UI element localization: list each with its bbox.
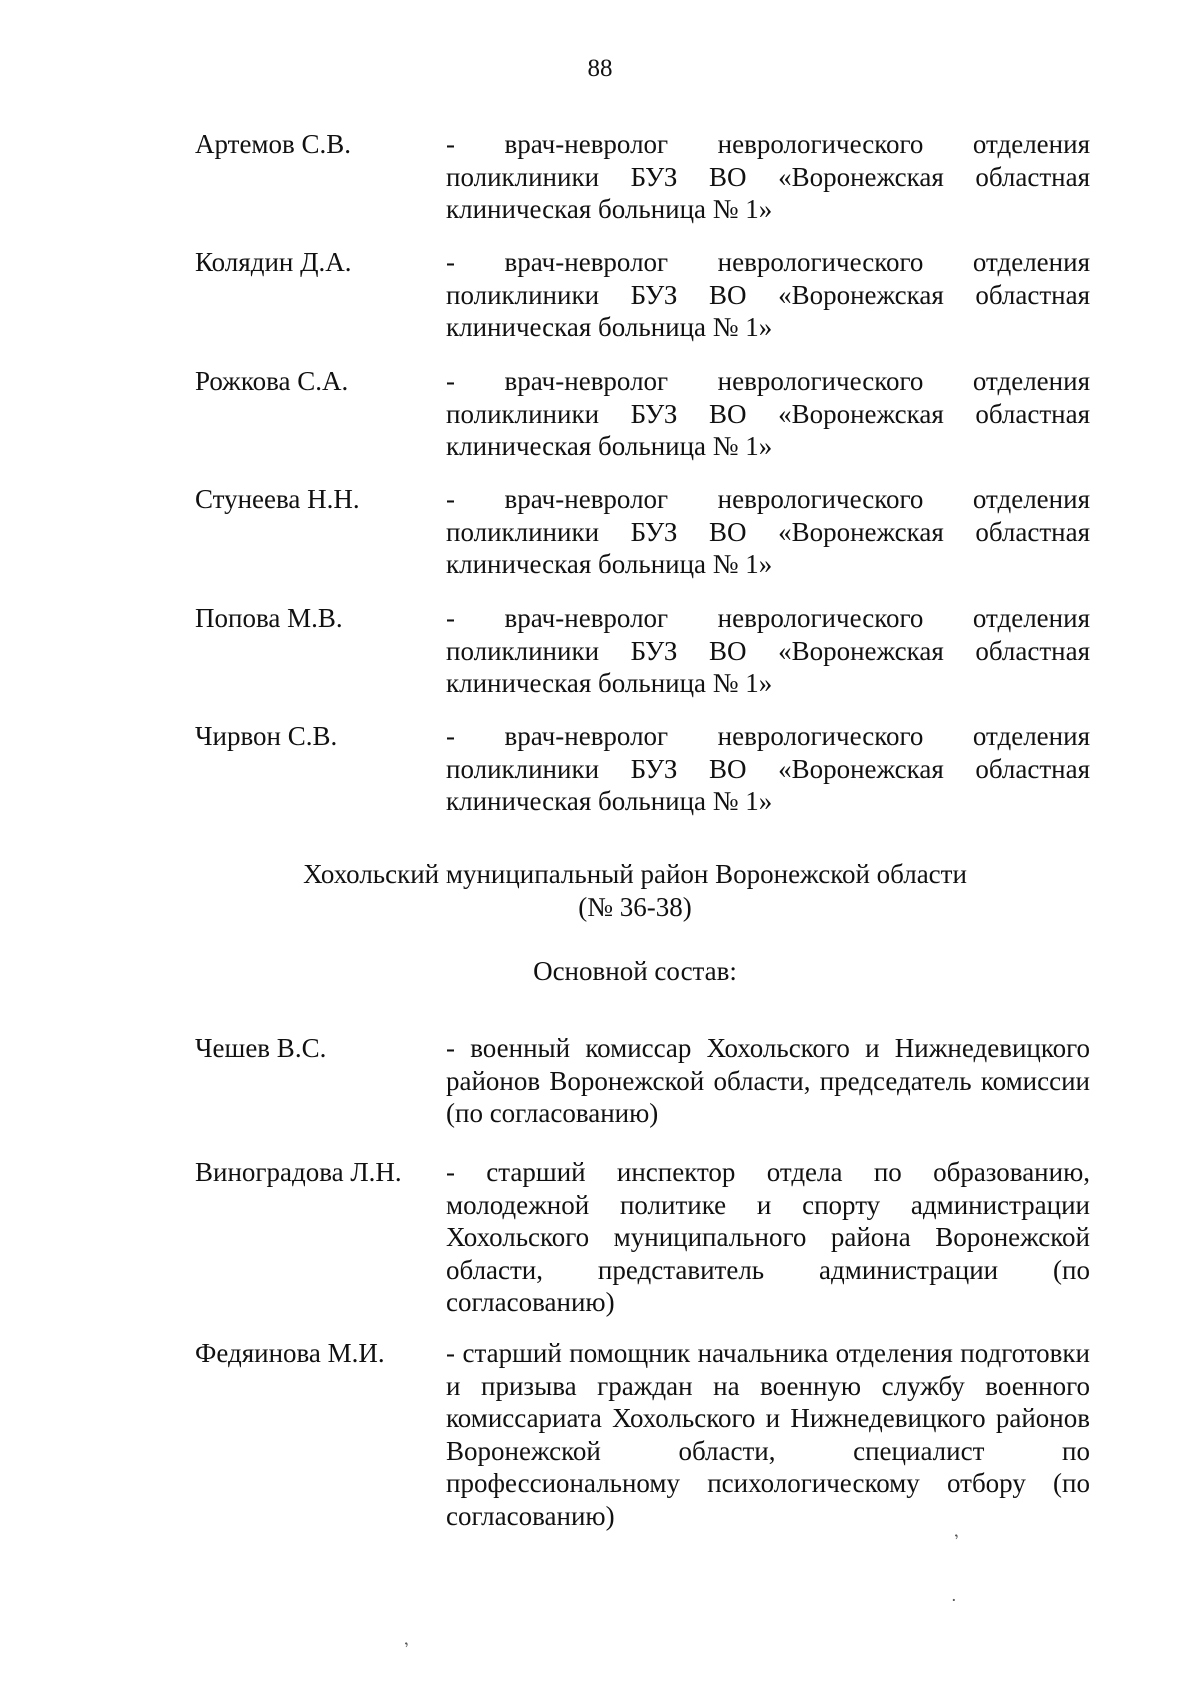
member-name: Рожкова С.А. bbox=[195, 366, 349, 396]
member-description: - старший помощник начальника отделения подготовки и призыва граждан на военную службу военного комиссариата Хохольского и Нижнедевицкого районов Воронежской области, специалист по профессиональному психологическому отбору (по согласованию) bbox=[446, 1338, 1090, 1531]
page-number: 88 bbox=[587, 55, 613, 82]
member-name: Федяинова М.И. bbox=[195, 1338, 385, 1368]
member-description: - врач-невролог неврологического отделения поликлиники БУЗ ВО «Воронежская областная клиническая больница № 1» bbox=[446, 129, 1090, 224]
member-name: Чирвон С.В. bbox=[195, 721, 338, 751]
member-name: Артемов С.В. bbox=[195, 129, 352, 159]
scan-mark: . bbox=[946, 1584, 958, 1606]
member-name: Виноградова Л.Н. bbox=[195, 1157, 402, 1187]
scan-mark: ʼ bbox=[401, 1637, 415, 1659]
member-description: - старший инспектор отдела по образованию, молодежной политике и спорту администрации Хохольского муниципального района Воронежской области, представитель администрации (по согласованию) bbox=[446, 1157, 1090, 1317]
member-description: - врач-невролог неврологического отделения поликлиники БУЗ ВО «Воронежская областная клиническая больница № 1» bbox=[446, 366, 1090, 461]
member-description: - врач-невролог неврологического отделения поликлиники БУЗ ВО «Воронежская областная клиническая больница № 1» bbox=[446, 247, 1090, 342]
member-name: Стунеева Н.Н. bbox=[195, 484, 360, 514]
section-number: (№ 36-38) bbox=[578, 892, 692, 922]
section-title: Хохольский муниципальный район Воронежской области bbox=[303, 859, 967, 889]
member-description: - военный комиссар Хохольского и Нижнедевицкого районов Воронежской области, председатель комиссии (по согласованию) bbox=[446, 1033, 1090, 1128]
section-subtitle: Основной состав: bbox=[533, 956, 737, 986]
scan-mark: ʼ bbox=[951, 1529, 965, 1551]
member-description: - врач-невролог неврологического отделения поликлиники БУЗ ВО «Воронежская областная клиническая больница № 1» bbox=[446, 603, 1090, 698]
member-name: Попова М.В. bbox=[195, 603, 343, 633]
member-description: - врач-невролог неврологического отделения поликлиники БУЗ ВО «Воронежская областная клиническая больница № 1» bbox=[446, 721, 1090, 816]
member-name: Колядин Д.А. bbox=[195, 247, 352, 277]
member-name: Чешев В.С. bbox=[195, 1033, 327, 1063]
member-description: - врач-невролог неврологического отделения поликлиники БУЗ ВО «Воронежская областная клиническая больница № 1» bbox=[446, 484, 1090, 579]
